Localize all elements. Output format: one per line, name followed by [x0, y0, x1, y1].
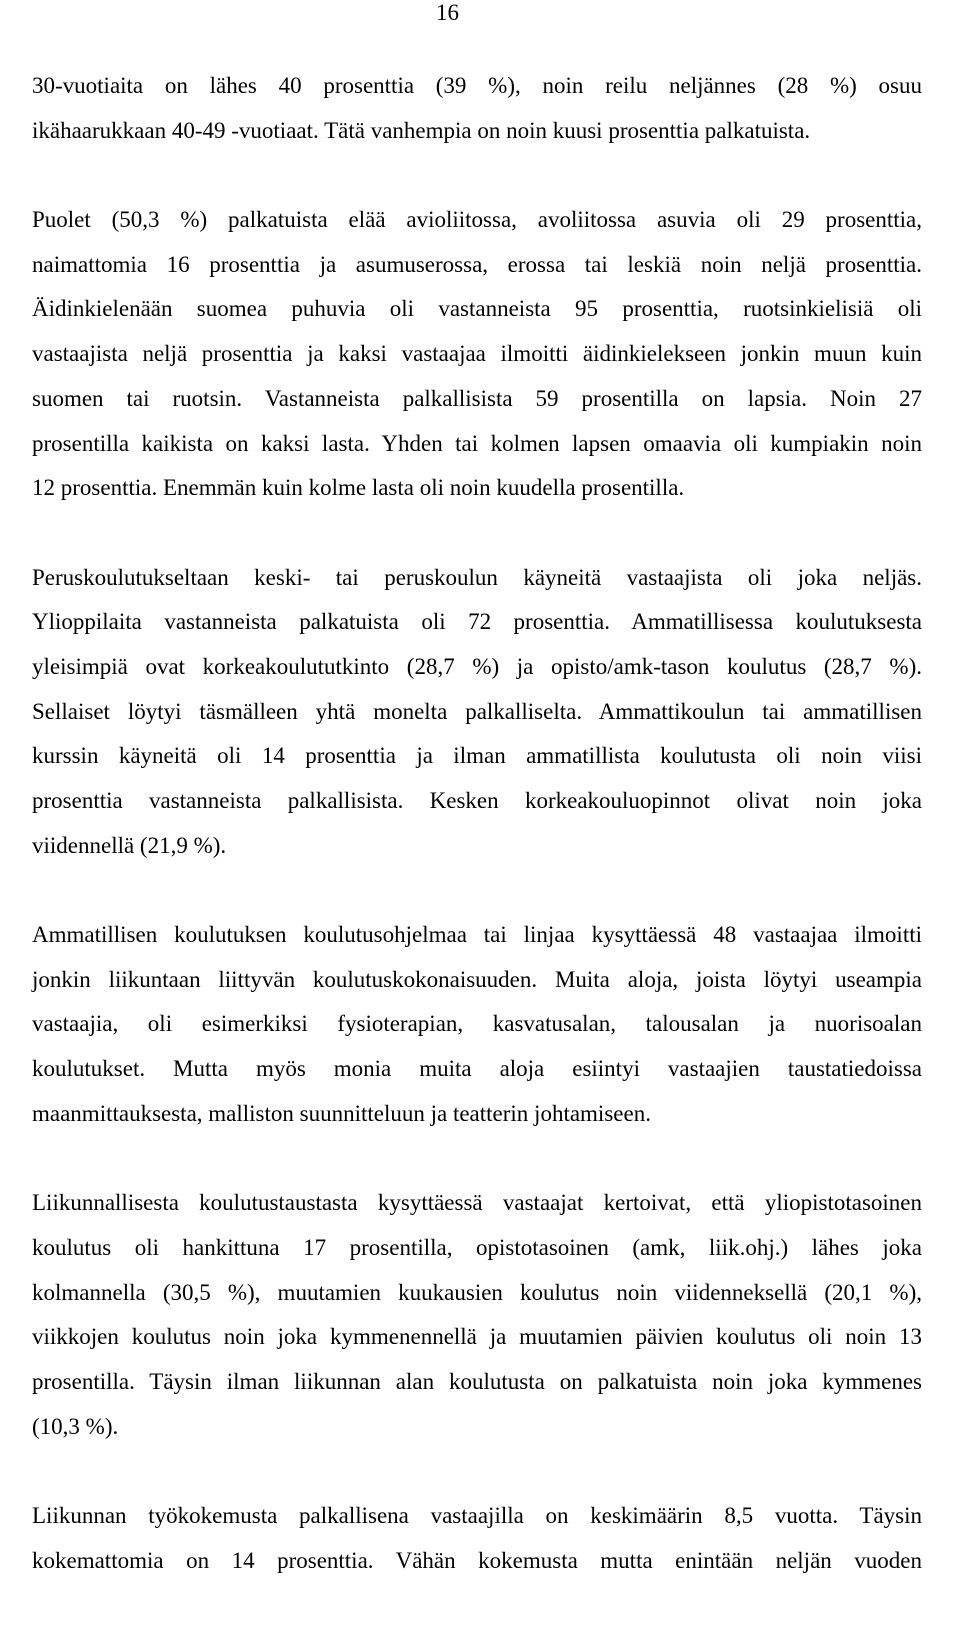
- text-line: jonkin liikuntaan liittyvän koulutuskokonaisuuden. Muita aloja, joista löytyi useampia: [32, 966, 922, 992]
- text-line: viidennellä (21,9 %).: [32, 832, 227, 858]
- text-line: prosentilla. Täysin ilman liikunnan alan koulutusta on palkatuista noin joka kymmenes: [32, 1368, 922, 1394]
- paragraph-vocational: [32, 913, 922, 1136]
- paragraph-gap: [32, 153, 922, 198]
- text-line: yleisimpiä ovat korkeakoulututkinto (28,7 %) ja opisto/amk-tason koulutus (28,7 %).: [32, 653, 922, 679]
- text-line: Liikunnan työkokemusta palkallisena vastaajilla on keskimäärin 8,5 vuotta. Täysin: [32, 1503, 922, 1528]
- text-line: vastaajia, oli esimerkiksi fysioterapian, kasvatusalan, talousalan ja nuorisoalan: [32, 1011, 922, 1037]
- text-line: kurssin käyneitä oli 14 prosenttia ja ilman ammatillista koulutusta oli noin viisi: [32, 743, 922, 769]
- text-line: koulutus oli hankittuna 17 prosentilla, opistotasoinen (amk, liik.ohj.) lähes joka: [32, 1234, 922, 1260]
- text-line: (10,3 %).: [32, 1413, 119, 1439]
- paragraph-age: [32, 64, 922, 153]
- text-line: Äidinkielenään suomea puhuvia oli vastanneista 95 prosenttia, ruotsinkielisiä oli: [32, 296, 922, 322]
- text-line: koulutukset. Mutta myös monia muita aloja esiintyi vastaajien taustatiedoissa: [32, 1056, 922, 1082]
- text-line: 30-vuotiaita on lähes 40 prosenttia (39 %), noin reilu neljännes (28 %) osuu: [32, 73, 922, 98]
- text-line: Ammatillisen koulutuksen koulutusohjelmaa tai linjaa kysyttäessä 48 vastaajaa ilmoitti: [32, 922, 922, 948]
- paragraph-gap: [32, 511, 922, 556]
- text-line: Puolet (50,3 %) palkatuista elää avioliitossa, avoliitossa asuvia oli 29 prosenttia,: [32, 207, 922, 233]
- paragraph-education: [32, 556, 922, 869]
- text-line: vastaajista neljä prosenttia ja kaksi vastaajaa ilmoitti äidinkielekseen jonkin muun kuin: [32, 341, 922, 367]
- text-line: Liikunnallisesta koulutustaustasta kysyttäessä vastaajat kertoivat, että yliopistotasoinen: [32, 1190, 922, 1216]
- paragraph-gap: [32, 1137, 922, 1182]
- paragraph-sports-education: [32, 1181, 922, 1449]
- text-line: prosenttia vastanneista palkallisista. Kesken korkeakouluopinnot olivat noin joka: [32, 788, 922, 813]
- paragraph-gap: [32, 868, 922, 913]
- text-line: 12 prosenttia. Enemmän kuin kolme lasta oli noin kuudella prosentilla.: [32, 475, 685, 501]
- text-line: kokemattomia on 14 prosenttia. Vähän kokemusta mutta enintään neljän vuoden: [32, 1547, 922, 1573]
- paragraph-gap: [32, 1449, 922, 1494]
- paragraph-work-experience: [32, 1494, 922, 1583]
- text-line: Ylioppilaita vastanneista palkatuista oli 72 prosenttia. Ammatillisessa koulutuksesta: [32, 609, 922, 635]
- paragraph-family: [32, 198, 922, 511]
- text-line: naimattomia 16 prosenttia ja asumuserossa, erossa tai leskiä noin neljä prosenttia.: [32, 251, 922, 277]
- text-line: Sellaiset löytyi täsmälleen yhtä monelta palkalliselta. Ammattikoulun tai ammatillisen: [32, 698, 922, 724]
- text-line: maanmittauksesta, malliston suunnitteluun ja teatterin johtamiseen.: [32, 1100, 651, 1126]
- text-line: viikkojen koulutus noin joka kymmenennellä ja muutamien päivien koulutus oli noin 13: [32, 1324, 922, 1350]
- text-line: kolmannella (30,5 %), muutamien kuukausien koulutus noin viidenneksellä (20,1 %),: [32, 1279, 922, 1305]
- text-line: Peruskoulutukseltaan keski- tai peruskoulun käyneitä vastaajista oli joka neljäs.: [32, 564, 922, 590]
- text-line: ikähaarukkaan 40-49 -vuotiaat. Tätä vanhempia on noin kuusi prosenttia palkatuista.: [32, 117, 811, 143]
- document-body: [32, 64, 922, 1583]
- text-line: prosentilla kaikista on kaksi lasta. Yhden tai kolmen lapsen omaavia oli kumpiakin noin: [32, 430, 922, 456]
- text-line: suomen tai ruotsin. Vastanneista palkallisista 59 prosentilla on lapsia. Noin 27: [32, 385, 922, 411]
- page-number: 16: [436, 0, 459, 25]
